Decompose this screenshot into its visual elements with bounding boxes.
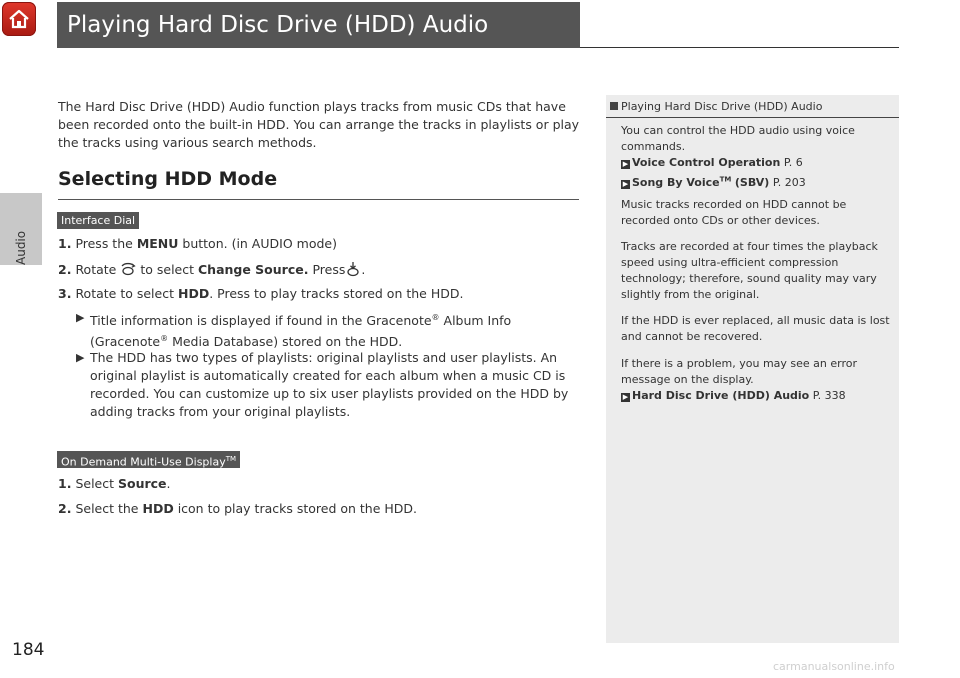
registered-mark: ® [431,313,440,322]
ondemand-step-1 [58,476,171,491]
rotate-dial-icon [120,261,136,277]
bullet-note-1 [76,309,576,351]
side-heading-text: Playing Hard Disc Drive (HDD) Audio [621,100,823,113]
interface-dial-tag-label: Interface Dial [61,214,136,227]
registered-mark: ® [160,334,169,344]
bullet-text-part: Title information is displayed if found in the Gracenote [90,313,432,329]
step-number: 1. [58,476,72,491]
step-text: Rotate to select [75,286,174,301]
step-text: . Press to play tracks stored on the HDD. [209,286,464,301]
side-paragraph-3: Tracks are recorded at four times the playback speed using ultra-efficient compression technology; therefore, sound quality may vary slightly from the original. [621,240,878,301]
trademark-mark: TM [225,455,237,463]
ref-title: (SBV) [734,175,770,189]
step-bold: HDD [142,501,174,516]
on-demand-tag [57,451,240,468]
section-title: Selecting HDD Mode [58,168,278,190]
side-heading [610,100,822,113]
press-dial-icon [345,261,361,277]
cross-ref-hdd-audio[interactable] [621,389,846,402]
intro-text: The Hard Disc Drive (HDD) Audio function plays tracks from music CDs that have been recorded onto the built-in HDD. You can arrange the tracks in playlists or play the tracks using various search methods. [58,99,580,150]
sidebar-label: Audio [14,230,28,265]
home-icon [8,8,30,30]
ondemand-step-2 [58,501,417,516]
ref-page: P. 338 [812,389,846,402]
step-number: 2. [58,501,72,516]
side-rule [606,117,899,118]
step-text: Rotate [75,262,117,277]
side-text: You can control the HDD audio using voice commands. [621,124,855,153]
title-bar [57,2,580,48]
step-bold: Source [117,476,167,491]
step-text: Press [312,262,346,277]
bullet-text [76,309,576,351]
side-paragraph-4: If the HDD is ever replaced, all music data is lost and cannot be recovered. [621,314,890,343]
title-rule [580,47,899,48]
side-paragraph-1 [621,123,891,191]
ref-arrow-icon: ▶ [622,179,629,188]
step-number: 2. [58,262,72,277]
on-demand-tag-label: On Demand Multi-Use Display [61,455,226,469]
trademark-mark: TM [719,175,732,183]
step-number: 1. [58,236,72,251]
bullet-text-part: Album Info (Gracenote [90,313,512,350]
home-button[interactable] [2,2,36,36]
cross-ref-song-by-voice[interactable] [621,176,806,189]
bullet-text-part: Media Database) stored on the HDD. [168,334,403,350]
step-text: Press the [75,236,133,251]
sidebar-label-container [0,195,42,283]
step-text: to select [140,262,195,277]
ref-page: P. 203 [772,175,806,189]
step-bold: MENU [136,236,179,251]
section-rule [58,199,579,200]
step-bold: Change Source. [198,262,309,277]
bullet-note-2 [76,349,576,421]
dial-step-2 [58,261,365,277]
step-bold: HDD [177,286,210,301]
dial-step-1 [58,236,337,251]
step-text: . [361,262,366,277]
step-text: . [166,476,171,491]
ref-title: Song By Voice [632,175,720,189]
bullet-text: The HDD has two types of playlists: original playlists and user playlists. An original playlist is automatically created for each album when a music CD is recorded. You can customize up to six user playlists provided on the HDD by adding tracks from your original playlists. [90,350,569,419]
watermark: carmanualsonline.info [773,660,895,673]
side-paragraph-2: Music tracks recorded on HDD cannot be recorded onto CDs or other devices. [621,198,847,227]
page-number: 184 [12,640,45,660]
cross-ref-voice-control[interactable] [621,156,803,169]
ref-page: P. 6 [783,156,803,169]
ref-arrow-icon: ▶ [622,393,629,401]
interface-dial-tag [57,212,139,229]
dial-step-3 [58,286,463,301]
ref-title: Hard Disc Drive (HDD) Audio [632,389,810,402]
step-text: Select the [75,501,139,516]
step-text: button. (in AUDIO mode) [182,236,337,251]
step-text: icon to play tracks stored on the HDD. [177,501,418,516]
ref-arrow-icon: ▶ [622,160,629,168]
bookmark-icon [610,102,618,110]
side-paragraph-5 [621,356,891,404]
side-text: If there is a problem, you may see an error message on the display. [621,357,858,386]
step-text: Select [75,476,114,491]
step-number: 3. [58,286,72,301]
ref-title: Voice Control Operation [632,156,781,169]
arrow-right-icon: ▶ [76,351,85,364]
page-title: Playing Hard Disc Drive (HDD) Audio [67,12,489,38]
arrow-right-icon: ▶ [76,311,85,324]
